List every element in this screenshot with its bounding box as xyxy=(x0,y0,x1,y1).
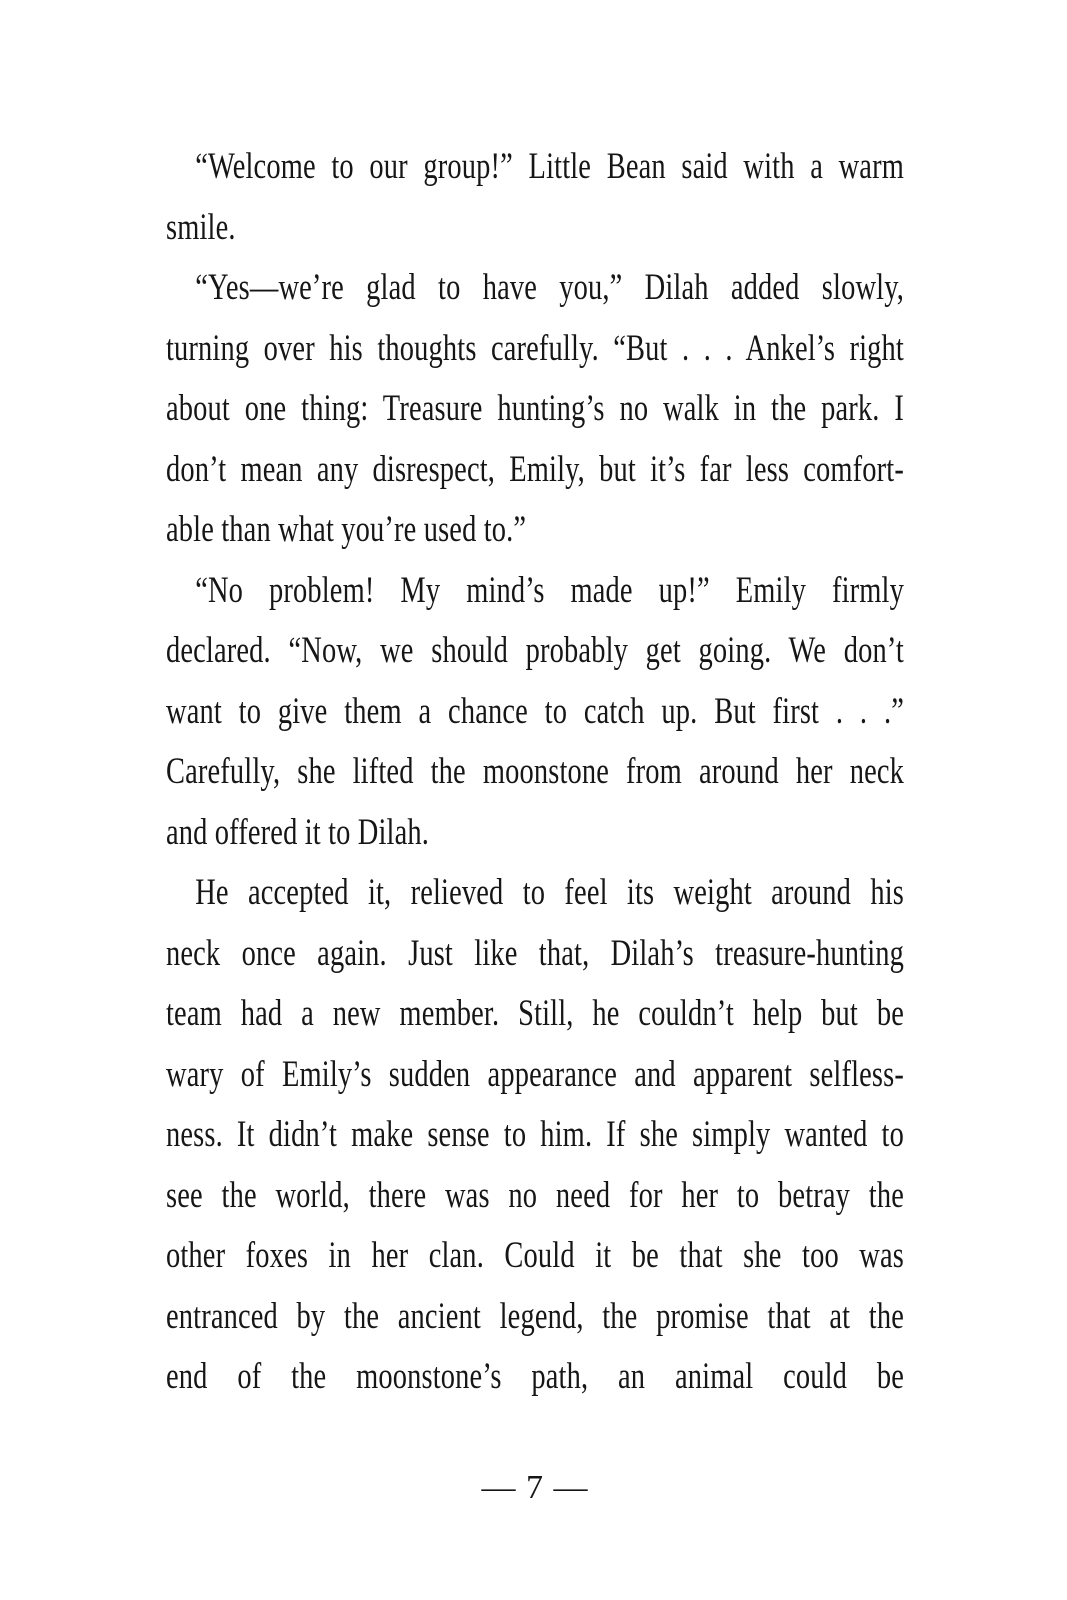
text-line: He accepted it, relieved to feel its weight around his xyxy=(195,872,904,913)
text-line: “No problem! My mind’s made up!” Emily firmly xyxy=(195,569,904,611)
text-line: want to give them a chance to catch up. But first . . .” xyxy=(166,690,904,732)
text-line: team had a new member. Still, he couldn’t help but be xyxy=(166,993,904,1034)
text-line: smile. xyxy=(166,206,236,248)
page-number: — 7 — xyxy=(481,1469,589,1506)
text-line: see the world, there was no need for her to betray the xyxy=(166,1174,904,1216)
text-line: entranced by the ancient legend, the promise that at the xyxy=(166,1295,904,1337)
text-line: “Yes—we’re glad to have you,” Dilah added slowly, xyxy=(195,267,904,308)
page-text xyxy=(166,137,904,1408)
text-line: turning over his thoughts carefully. “But . . . Ankel’s right xyxy=(166,327,904,369)
text-line: able than what you’re used to.” xyxy=(166,509,527,550)
text-line: other foxes in her clan. Could it be that she too was xyxy=(166,1235,904,1276)
text-line: don’t mean any disrespect, Emily, but it’s far less comfort- xyxy=(166,448,904,490)
text-line: about one thing: Treasure hunting’s no walk in the park. I xyxy=(166,388,904,429)
text-line: Carefully, she lifted the moonstone from around her neck xyxy=(166,751,904,792)
text-line: wary of Emily’s sudden appearance and apparent selfless- xyxy=(166,1053,904,1095)
text-line: ness. It didn’t make sense to him. If she simply wanted to xyxy=(166,1114,904,1155)
text-line: “Welcome to our group!” Little Bean said with a warm xyxy=(195,146,904,187)
text-line: and offered it to Dilah. xyxy=(166,811,430,853)
text-line: neck once again. Just like that, Dilah’s treasure-hunting xyxy=(166,932,904,974)
text-line: declared. “Now, we should probably get going. We don’t xyxy=(166,630,904,671)
text-line: end of the moonstone’s path, an animal could be xyxy=(166,1356,904,1397)
